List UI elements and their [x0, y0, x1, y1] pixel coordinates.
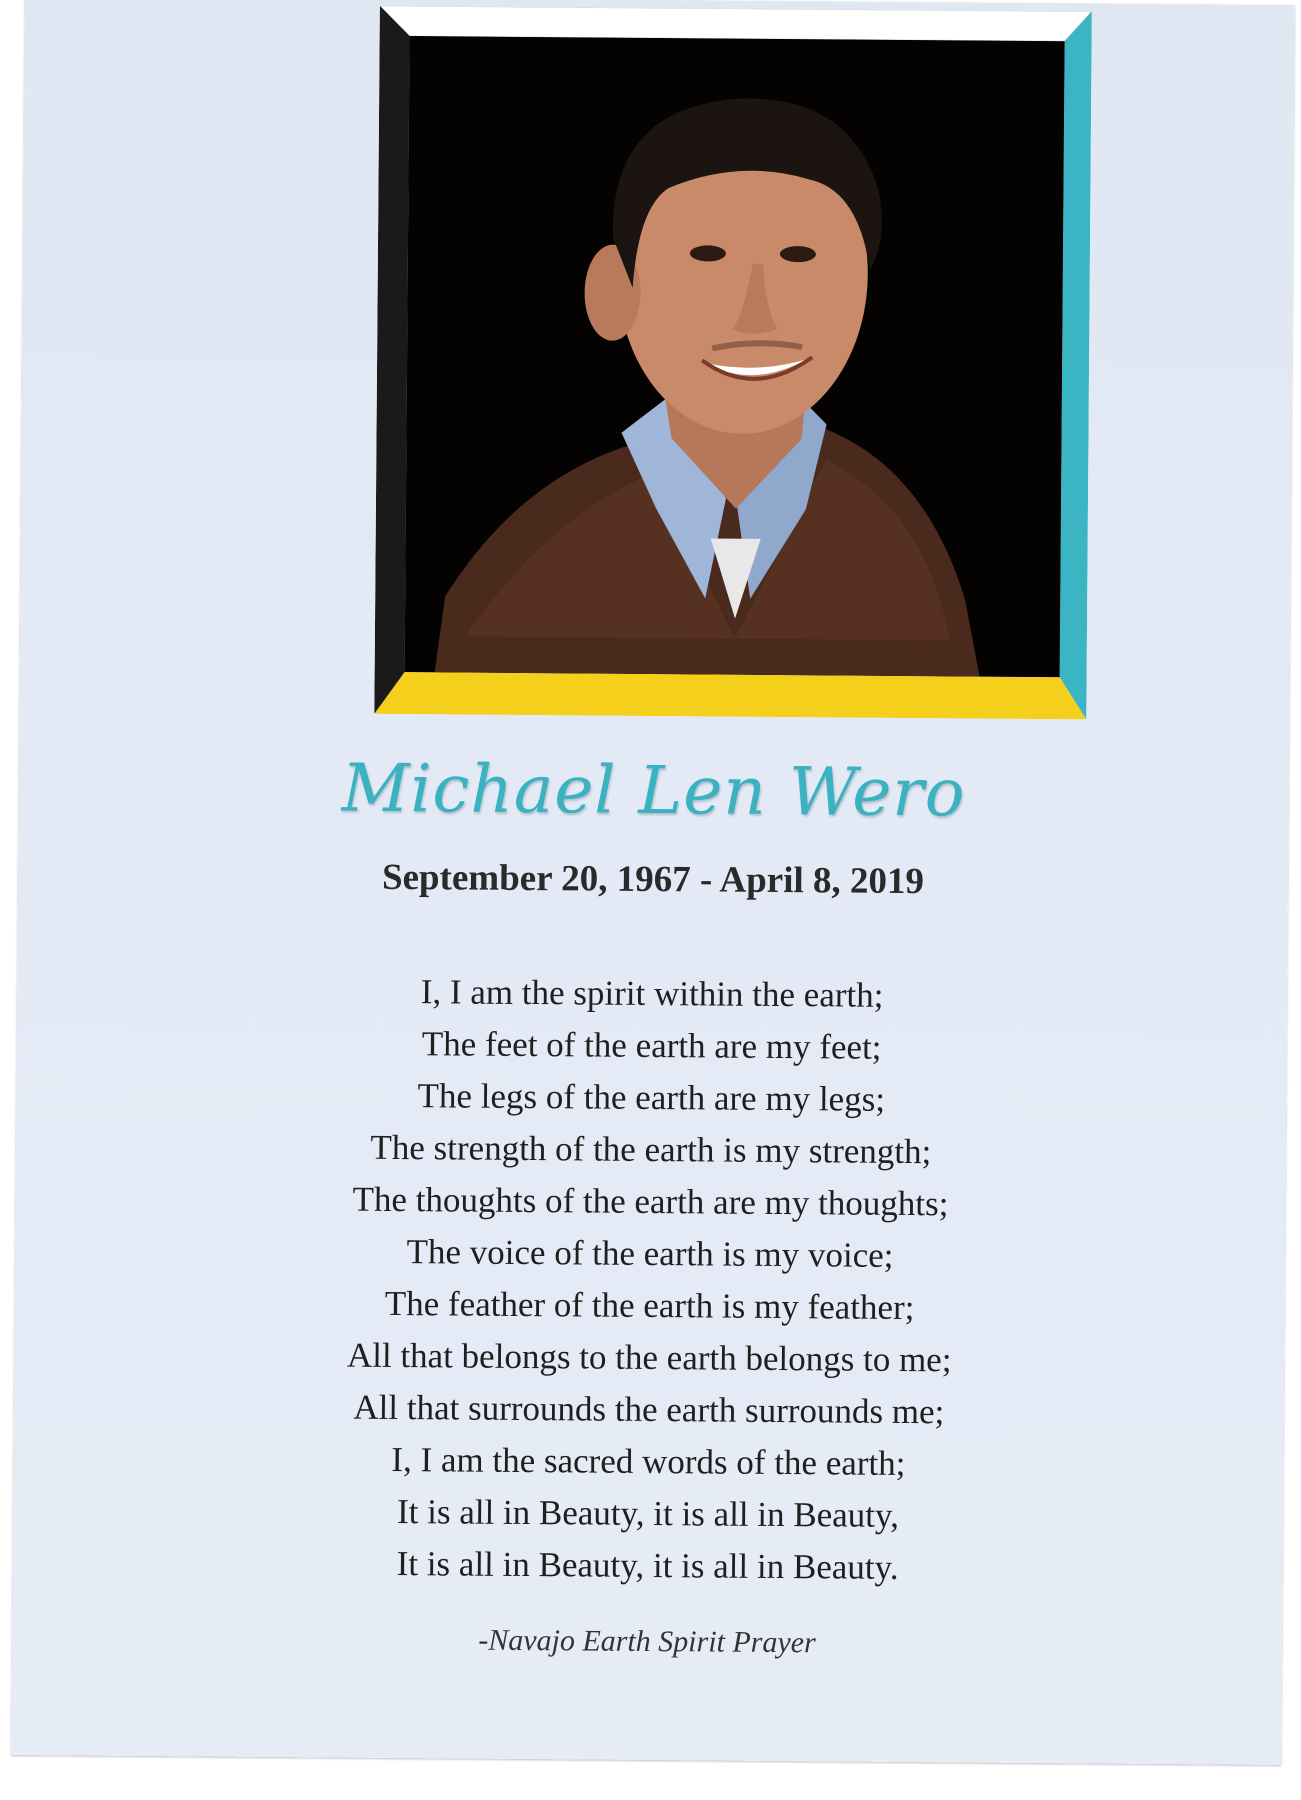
prayer-line: The legs of the earth are my legs;	[417, 1076, 886, 1119]
prayer-line: The strength of the earth is my strength;	[370, 1127, 932, 1172]
prayer-line: The feet of the earth are my feet;	[421, 1024, 882, 1067]
prayer-line: The feather of the earth is my feather;	[384, 1283, 915, 1328]
prayer-line: All that belongs to the earth belongs to me;	[346, 1335, 952, 1380]
prayer-attribution: -Navajo Earth Spirit Prayer	[478, 1623, 816, 1660]
life-dates: September 20, 1967 - April 8, 2019	[381, 856, 925, 903]
prayer-line: It is all in Beauty, it is all in Beauty,	[396, 1492, 900, 1535]
portrait-photo	[405, 36, 1065, 677]
prayer-line: The voice of the earth is my voice;	[406, 1232, 894, 1275]
photo-frame	[374, 6, 1092, 720]
prayer-line: The thoughts of the earth are my thoughts;	[352, 1179, 949, 1224]
memorial-card	[11, 0, 1295, 1765]
prayer-line: All that surrounds the earth surrounds me;	[353, 1387, 945, 1432]
prayer-line: It is all in Beauty, it is all in Beauty.	[396, 1544, 899, 1587]
deceased-name: Michael Len Wero	[341, 749, 966, 832]
frame-right-bevel	[1059, 11, 1092, 719]
prayer-text	[12, 963, 1287, 1597]
prayer-line: I, I am the sacred words of the earth;	[391, 1439, 906, 1484]
prayer-line: I, I am the spirit within the earth;	[420, 972, 884, 1015]
frame-bottom-bevel	[374, 672, 1086, 720]
